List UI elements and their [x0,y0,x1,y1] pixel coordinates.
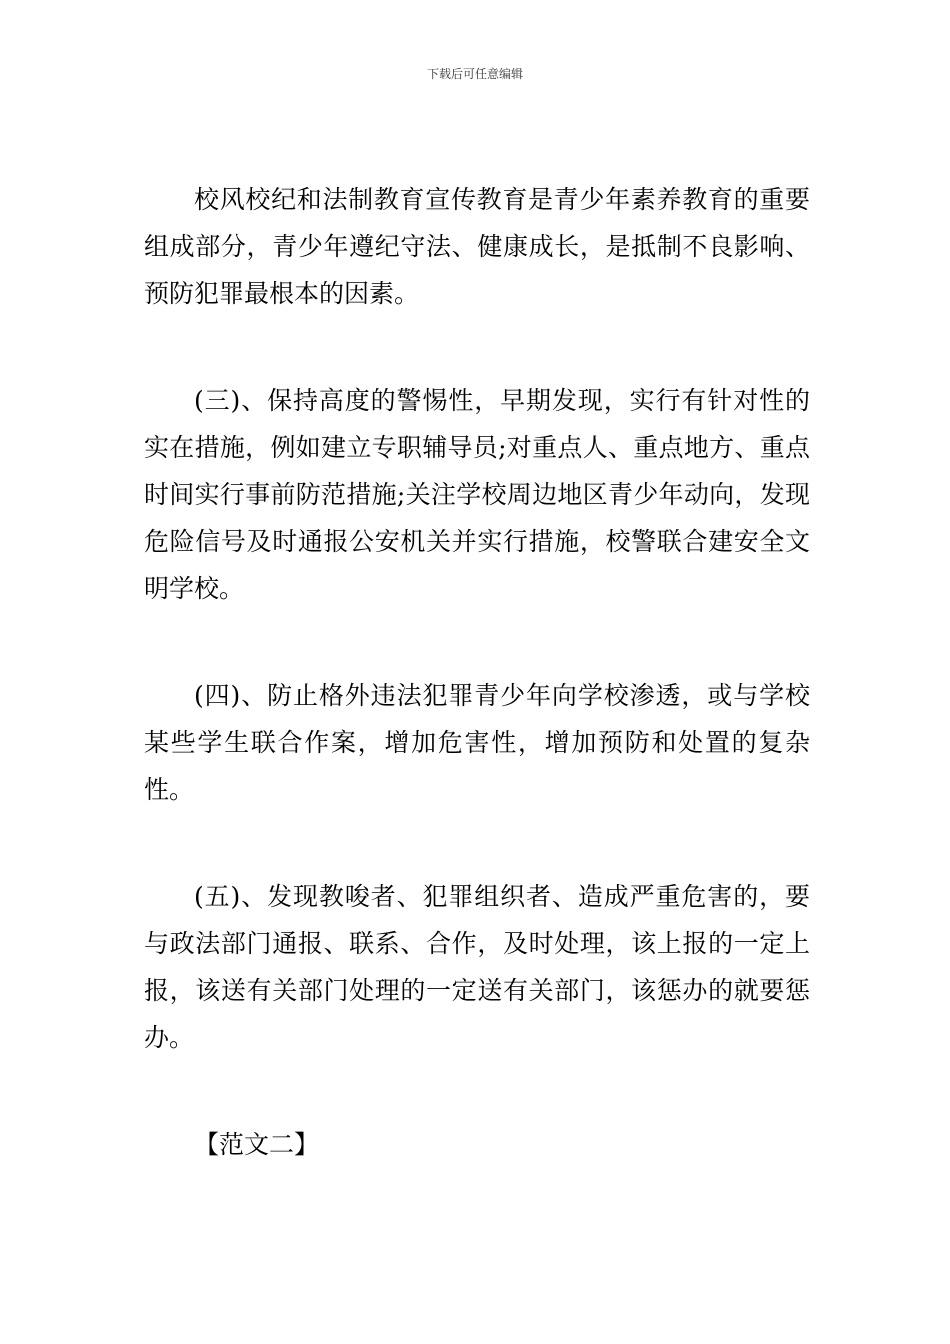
page-header-note: 下载后可任意编辑 [426,67,523,81]
paragraph-gap [144,317,810,377]
paragraph-item-three: (三)、保持高度的警惕性，早期发现，实行有针对性的实在措施，例如建立专职辅导员;对重点人、重点地方、重点时间实行事前防范措施;关注学校周边地区青少年动向，发现危险信号及时通报公安机关并实行措施，校警联合建安全文明学校。 [144,386,810,603]
section-title-sample-two: 【范文二】 [194,1130,320,1159]
document-body [144,176,810,1168]
paragraph-school-discipline: 校风校纪和法制教育宣传教育是青少年素养教育的重要组成部分，青少年遵纪守法、健康成长，是抵制不良影响、预防犯罪最根本的因素。 [144,185,810,308]
paragraph-gap [144,813,810,873]
paragraph-gap [144,612,810,672]
paragraph-item-four: (四)、防止格外违法犯罪青少年向学校渗透，或与学校某些学生联合作案，增加危害性，增加预防和处置的复杂性。 [144,681,810,804]
paragraph-item-five: (五)、发现教唆者、犯罪组织者、造成严重危害的，要与政法部门通报、联系、合作，及时处理，该上报的一定上报，该送有关部门处理的一定送有关部门，该惩办的就要惩办。 [144,882,810,1052]
paragraph-gap [144,1061,810,1121]
